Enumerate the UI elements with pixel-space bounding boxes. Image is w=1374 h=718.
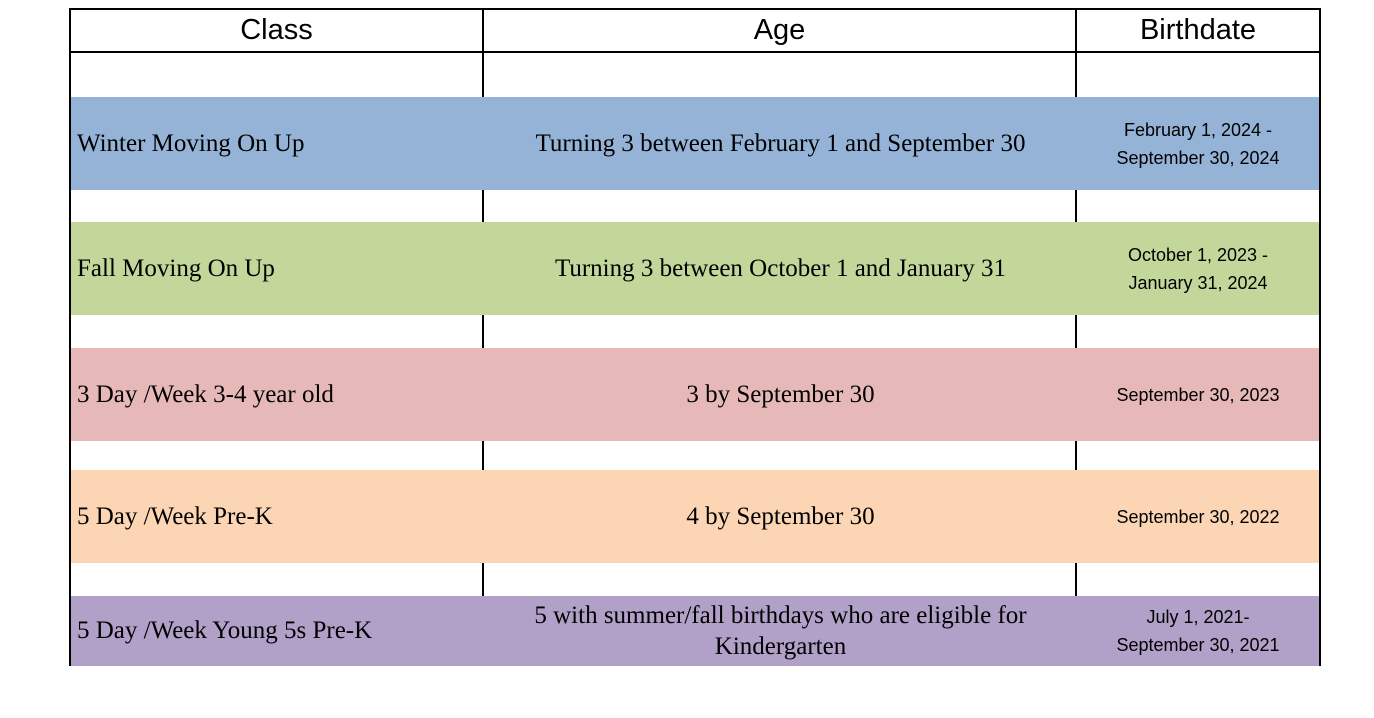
age-cell-fall: Turning 3 between October 1 and January 31 [484,222,1077,315]
spacer-cell [71,563,484,596]
header-class: Class [71,10,484,53]
birthdate-line: February 1, 2024 - [1123,119,1273,140]
birthdate-line: September 30, 2023 [1116,384,1280,405]
birthdate-line: July 1, 2021- [1146,607,1250,627]
class-cell-young-5s: 5 Day /Week Young 5s Pre-K [71,596,484,666]
class-cell-fall: Fall Moving On Up [71,222,484,315]
birthdate-cell-pre-k [1077,470,1319,563]
class-age-table [69,8,1321,666]
class-cell-pre-k: 5 Day /Week Pre-K [71,470,484,563]
spacer-cell [71,315,484,348]
spacer-cell [71,190,484,222]
birthdate-cell-fall [1077,222,1319,315]
spacer-cell [484,190,1077,222]
spacer-cell [1077,441,1319,470]
class-cell-winter: Winter Moving On Up [71,97,484,190]
spacer-cell [484,315,1077,348]
spacer-cell [71,441,484,470]
spacer-cell [1077,315,1319,348]
spacer-cell [1077,53,1319,97]
birthdate-line: September 30, 2024 [1116,147,1280,168]
spacer-cell [1077,563,1319,596]
birthdate-line: January 31, 2024 [1128,272,1268,293]
age-cell-3-day: 3 by September 30 [484,348,1077,441]
birthdate-line: September 30, 2021 [1116,635,1280,655]
birthdate-cell-winter [1077,97,1319,190]
age-cell-winter: Turning 3 between February 1 and September 30 [484,97,1077,190]
spacer-cell [484,563,1077,596]
spacer-cell [71,53,484,97]
birthdate-cell-young-5s [1077,596,1319,666]
header-age: Age [484,10,1077,53]
spacer-cell [1077,190,1319,222]
class-cell-3-day: 3 Day /Week 3-4 year old [71,348,484,441]
age-cell-young-5s: 5 with summer/fall birthdays who are eligible for Kindergarten [484,596,1077,666]
age-cell-pre-k: 4 by September 30 [484,470,1077,563]
header-birthdate: Birthdate [1077,10,1319,53]
spacer-cell [484,441,1077,470]
birthdate-cell-3-day [1077,348,1319,441]
birthdate-line: September 30, 2022 [1116,506,1280,527]
birthdate-line: October 1, 2023 - [1127,244,1269,265]
spacer-cell [484,53,1077,97]
